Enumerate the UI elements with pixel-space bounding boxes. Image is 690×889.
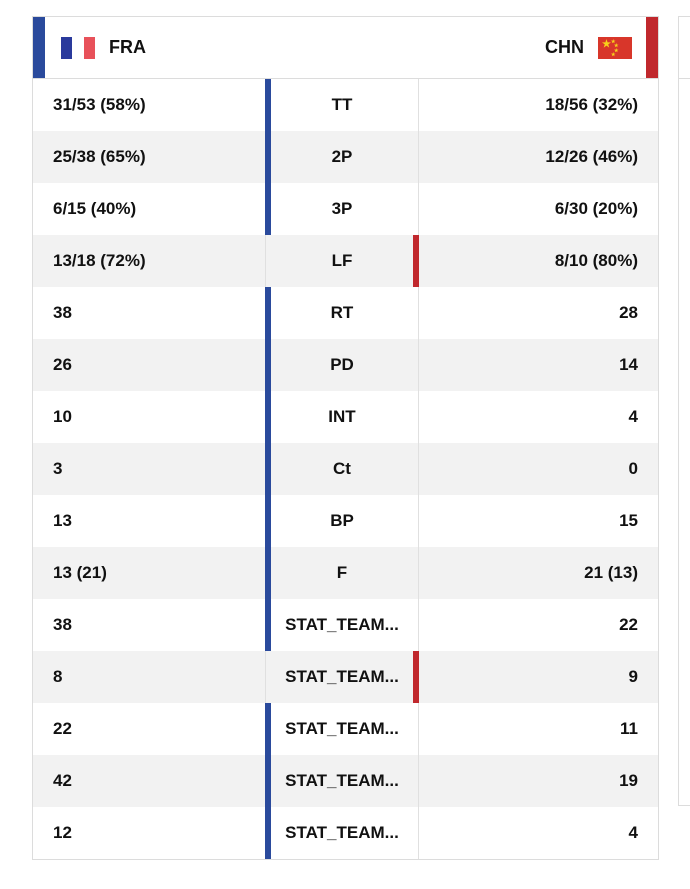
stat-label: RT xyxy=(265,287,419,339)
stat-row xyxy=(33,807,658,859)
stat-label: 2P xyxy=(265,131,419,183)
away-team xyxy=(545,17,632,78)
table-header xyxy=(33,17,658,79)
away-stat-value: 21 (13) xyxy=(584,563,638,582)
adjacent-panel-edge xyxy=(678,16,690,806)
away-color-bar xyxy=(646,17,658,78)
away-stat-value: 18/56 (32%) xyxy=(545,95,638,114)
home-stat-value: 13/18 (72%) xyxy=(53,251,146,270)
away-stat-value: 11 xyxy=(620,719,638,738)
stat-row xyxy=(33,235,658,287)
home-stat-value: 26 xyxy=(53,355,72,374)
stat-label: Ct xyxy=(265,443,419,495)
team-comparison-table xyxy=(32,16,659,860)
stat-label: PD xyxy=(265,339,419,391)
stat-rows xyxy=(33,79,658,859)
home-stat-value: 6/15 (40%) xyxy=(53,199,137,218)
home-stat-value: 10 xyxy=(53,407,72,426)
stat-row xyxy=(33,651,658,703)
home-stat-value: 38 xyxy=(53,303,72,322)
home-stat-value: 22 xyxy=(53,719,72,738)
stat-label: LF xyxy=(265,235,419,287)
stat-label: STAT_TEAM... xyxy=(265,807,419,859)
stat-label: STAT_TEAM... xyxy=(265,651,419,703)
home-team xyxy=(61,17,146,78)
stat-row xyxy=(33,131,658,183)
home-stat-value: 25/38 (65%) xyxy=(53,147,146,166)
home-stat-value: 8 xyxy=(53,667,63,686)
stat-row xyxy=(33,495,658,547)
stat-row xyxy=(33,599,658,651)
away-stat-value: 9 xyxy=(628,667,638,686)
stat-row xyxy=(33,79,658,131)
home-stat-value: 12 xyxy=(53,823,72,842)
home-stat-value: 42 xyxy=(53,771,72,790)
stat-label: STAT_TEAM... xyxy=(265,599,419,651)
away-stat-value: 4 xyxy=(628,407,638,426)
away-stat-value: 28 xyxy=(619,303,638,322)
home-team-code: FRA xyxy=(109,37,146,57)
away-stat-value: 22 xyxy=(619,615,638,634)
away-stat-value: 15 xyxy=(619,511,638,530)
stat-label: INT xyxy=(265,391,419,443)
stat-row xyxy=(33,547,658,599)
away-stat-value: 8/10 (80%) xyxy=(554,251,638,270)
stat-row xyxy=(33,391,658,443)
stat-label: F xyxy=(265,547,419,599)
away-stat-value: 14 xyxy=(619,355,638,374)
home-stat-value: 13 xyxy=(53,511,72,530)
stat-row xyxy=(33,703,658,755)
stat-row xyxy=(33,183,658,235)
china-flag-icon: ★ ★ ★ ★ ★ xyxy=(598,37,632,59)
stat-label: STAT_TEAM... xyxy=(265,703,419,755)
stat-row xyxy=(33,755,658,807)
away-stat-value: 4 xyxy=(628,823,638,842)
stat-row xyxy=(33,287,658,339)
away-stat-value: 6/30 (20%) xyxy=(554,199,638,218)
away-stat-value: 19 xyxy=(619,771,638,790)
france-flag-icon xyxy=(61,37,95,59)
home-stat-value: 31/53 (58%) xyxy=(53,95,146,114)
away-team-code: CHN xyxy=(545,37,584,57)
away-stat-value: 0 xyxy=(628,459,638,478)
stat-label: TT xyxy=(265,79,419,131)
stat-label: 3P xyxy=(265,183,419,235)
home-stat-value: 38 xyxy=(53,615,72,634)
home-stat-value: 13 (21) xyxy=(53,563,107,582)
stat-row xyxy=(33,443,658,495)
stat-label: BP xyxy=(265,495,419,547)
stat-label: STAT_TEAM... xyxy=(265,755,419,807)
stat-row xyxy=(33,339,658,391)
away-stat-value: 12/26 (46%) xyxy=(545,147,638,166)
home-stat-value: 3 xyxy=(53,459,63,478)
home-color-bar xyxy=(33,17,45,78)
